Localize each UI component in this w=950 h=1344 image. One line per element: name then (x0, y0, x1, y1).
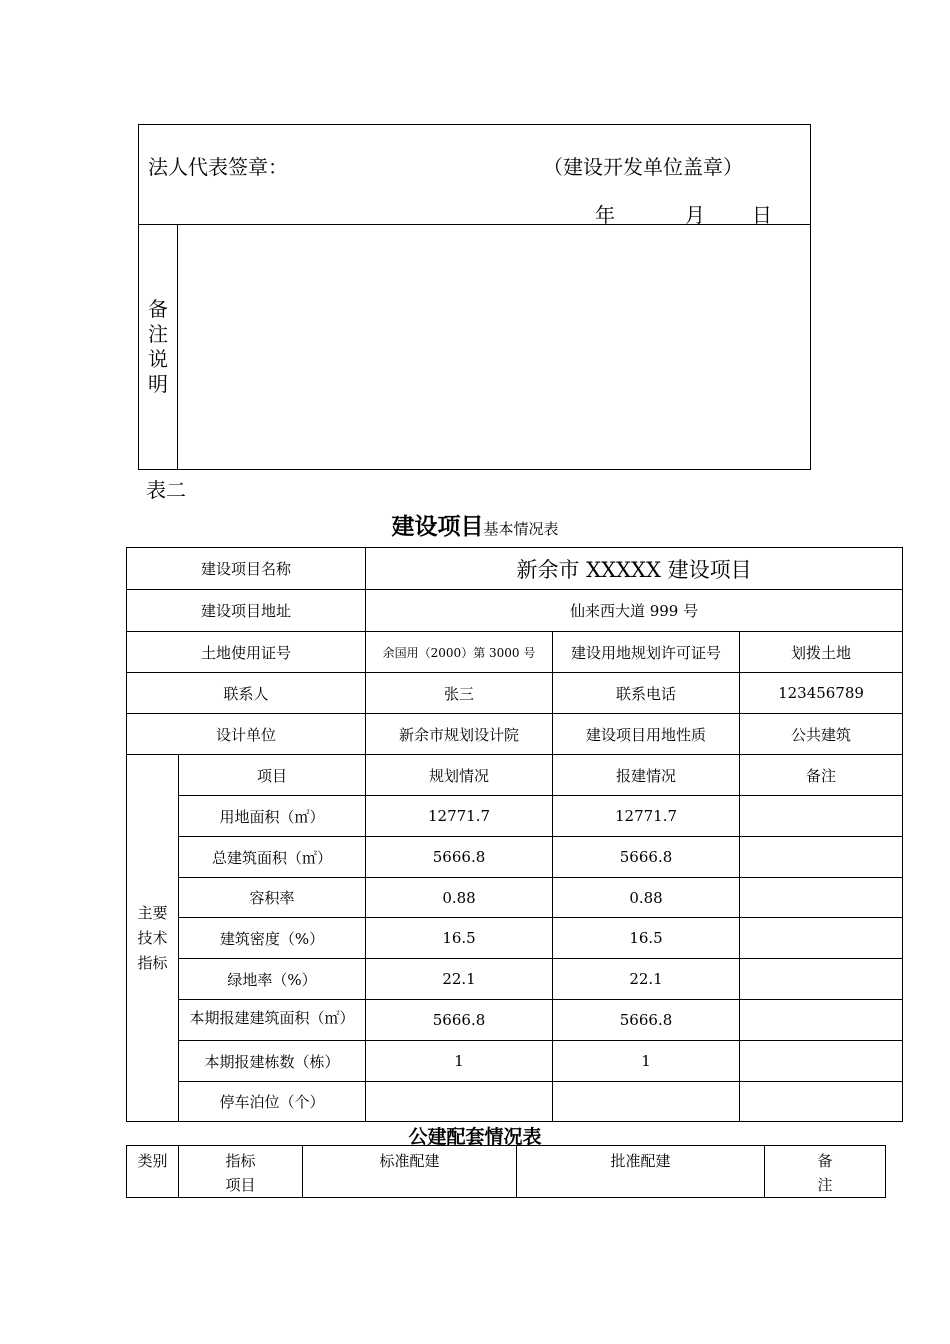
table-row (127, 673, 903, 714)
indicator-planned: 16.5 (366, 918, 553, 959)
pub-header-standard: 标准配建 (303, 1146, 517, 1198)
table-row (127, 918, 903, 959)
table-row (127, 1000, 903, 1041)
indicator-item: 本期报建建筑面积（㎡） (179, 1000, 366, 1041)
table-row (127, 1082, 903, 1122)
remark-label: 备注说明 (148, 297, 168, 396)
land-nature-value: 公共建筑 (740, 714, 903, 755)
remark-label-cell (139, 225, 178, 469)
pub-header-remark (765, 1146, 886, 1198)
indicator-item: 本期报建栋数（栋） (179, 1041, 366, 1082)
indicator-header-planned: 规划情况 (366, 755, 553, 796)
phone-label: 联系电话 (553, 673, 740, 714)
table-row (127, 1146, 886, 1198)
indicator-remark (740, 837, 903, 878)
land-cert-value: 余国用（2000）第 3000 号 (366, 632, 553, 673)
indicator-reported: 16.5 (553, 918, 740, 959)
indicator-planned: 0.88 (366, 878, 553, 918)
indicator-item: 建筑密度（%） (179, 918, 366, 959)
plan-permit-value: 划拨土地 (740, 632, 903, 673)
table-title (0, 508, 950, 541)
indicator-reported: 12771.7 (553, 796, 740, 837)
pub-header-indicator (179, 1146, 303, 1198)
indicator-remark (740, 1000, 903, 1041)
table-row (127, 796, 903, 837)
indicator-reported: 22.1 (553, 959, 740, 1000)
pub-header-indicator-text: 指标项目 (225, 1152, 256, 1194)
legal-rep-signature-label: 法人代表签章： (148, 155, 288, 179)
indicator-remark (740, 918, 903, 959)
land-nature-label: 建设项目用地性质 (553, 714, 740, 755)
indicator-item: 停车泊位（个） (179, 1082, 366, 1122)
indicator-remark (740, 796, 903, 837)
pub-header-approved: 批准配建 (517, 1146, 765, 1198)
developer-seal-label: （建设开发单位盖章） (543, 155, 743, 179)
indicator-remark (740, 878, 903, 918)
design-unit-label: 设计单位 (127, 714, 366, 755)
indicator-remark (740, 959, 903, 1000)
indicator-item: 绿地率（%） (179, 959, 366, 1000)
pub-header-category: 类别 (127, 1146, 179, 1198)
year-label: 年 (595, 203, 615, 227)
indicator-reported (553, 1082, 740, 1122)
indicator-reported: 0.88 (553, 878, 740, 918)
contact-value: 张三 (366, 673, 553, 714)
indicator-reported: 5666.8 (553, 837, 740, 878)
table-title-bold: 建设项目 (391, 514, 484, 540)
remark-content-area[interactable] (179, 225, 810, 469)
indicator-planned: 22.1 (366, 959, 553, 1000)
project-name-label: 建设项目名称 (127, 548, 366, 590)
design-unit-value: 新余市规划设计院 (366, 714, 553, 755)
indicator-reported: 5666.8 (553, 1000, 740, 1041)
signature-row (139, 125, 810, 225)
table-row (127, 548, 903, 590)
public-facilities-table (126, 1145, 886, 1198)
plan-permit-label: 建设用地规划许可证号 (553, 632, 740, 673)
indicator-header-item: 项目 (179, 755, 366, 796)
table-row (127, 632, 903, 673)
phone-value: 123456789 (740, 673, 903, 714)
table-row (127, 590, 903, 632)
indicator-reported: 1 (553, 1041, 740, 1082)
indicator-remark (740, 1041, 903, 1082)
pub-header-remark-text: 备注 (817, 1152, 833, 1194)
table-caption: 表二 (146, 478, 186, 502)
table-row (127, 714, 903, 755)
indicator-planned: 5666.8 (366, 837, 553, 878)
indicator-header-reported: 报建情况 (553, 755, 740, 796)
table-row (127, 1041, 903, 1082)
tech-indicator-label: 主要技术指标 (137, 903, 168, 972)
indicator-planned (366, 1082, 553, 1122)
indicator-planned: 5666.8 (366, 1000, 553, 1041)
table-row (127, 878, 903, 918)
indicator-header-remark: 备注 (740, 755, 903, 796)
table-row (127, 837, 903, 878)
contact-label: 联系人 (127, 673, 366, 714)
signature-remark-box (138, 124, 811, 470)
project-basic-info-table (126, 547, 903, 1122)
day-label: 日 (752, 203, 772, 227)
indicator-planned: 1 (366, 1041, 553, 1082)
indicator-item: 容积率 (179, 878, 366, 918)
land-cert-label: 土地使用证号 (127, 632, 366, 673)
project-address-label: 建设项目地址 (127, 590, 366, 632)
project-name-value: 新余市 XXXXX 建设项目 (366, 548, 903, 590)
month-label: 月 (685, 203, 705, 227)
indicator-item: 总建筑面积（㎡） (179, 837, 366, 878)
table-title-normal: 基本情况表 (483, 520, 559, 538)
table-row (127, 959, 903, 1000)
indicator-header-row (127, 755, 903, 796)
indicator-remark (740, 1082, 903, 1122)
public-facilities-title: 公建配套情况表 (408, 1126, 542, 1148)
project-address-value: 仙来西大道 999 号 (366, 590, 903, 632)
indicator-item: 用地面积（㎡） (179, 796, 366, 837)
tech-indicator-label-cell (127, 755, 179, 1122)
indicator-planned: 12771.7 (366, 796, 553, 837)
